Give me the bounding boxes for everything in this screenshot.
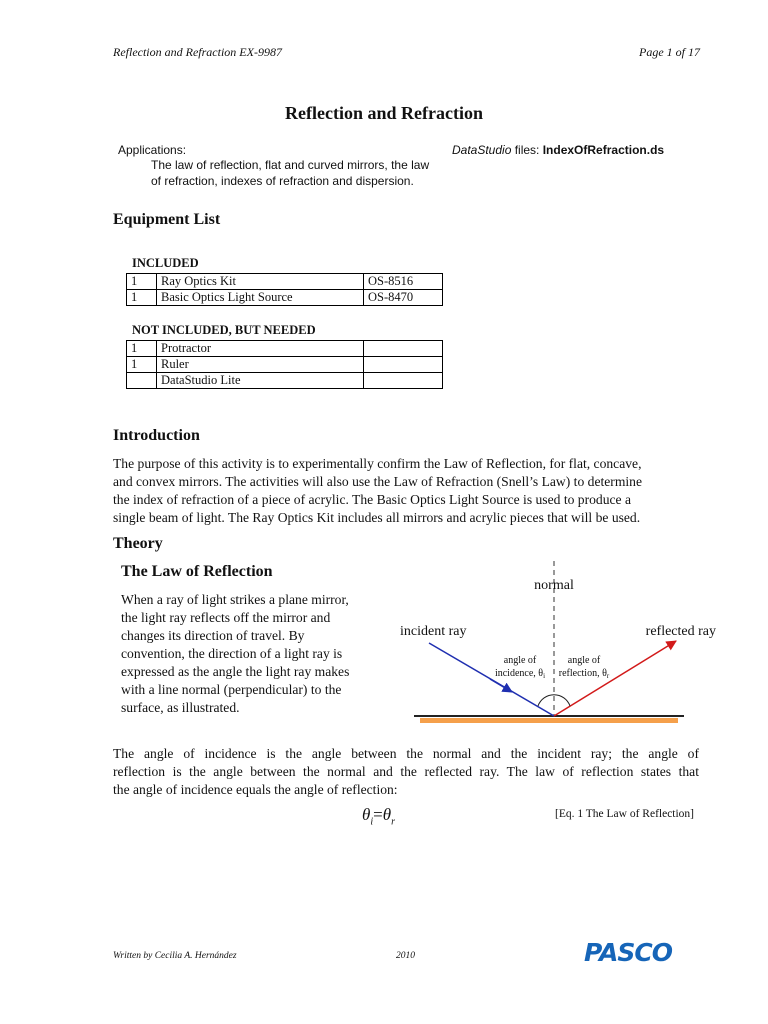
theory-heading: Theory <box>113 535 163 552</box>
law-line: the angle of incidence equals the angle of reflection: <box>113 782 398 797</box>
angle-incidence-label-line1: angle of <box>503 655 537 666</box>
document-title: Reflection and Refraction <box>285 103 483 123</box>
table-cell-qty <box>127 373 157 389</box>
equation-subscript-i: i <box>370 816 374 828</box>
theory-line: surface, as illustrated. <box>121 700 240 715</box>
table-cell-part: OS-8470 <box>364 290 443 306</box>
introduction-line: and convex mirrors. The activities will also use the Law of Refraction (Snell’s Law) to determine <box>113 474 642 489</box>
table-cell-item: Protractor <box>157 341 364 357</box>
introduction-text <box>113 455 713 527</box>
incident-ray-arrow <box>490 679 512 692</box>
table-cell-part <box>364 341 443 357</box>
theory-line: the light ray reflects off the mirror and <box>121 610 331 625</box>
table-row <box>127 290 443 306</box>
equation-subscript-r: r <box>391 816 395 828</box>
table-cell-part <box>364 357 443 373</box>
footer-author: Written by Cecilia A. Hernández <box>113 951 237 961</box>
equation-reflection <box>362 805 395 827</box>
table-row <box>127 341 443 357</box>
introduction-line: The purpose of this activity is to experimentally confirm the Law of Reflection, for flat, concave, <box>113 456 642 471</box>
included-table <box>126 273 443 306</box>
table-cell-part: OS-8516 <box>364 274 443 290</box>
table-cell-qty: 1 <box>127 290 157 306</box>
reflected-ray-label: reflected ray <box>645 624 716 639</box>
theory-line: When a ray of light strikes a plane mirror, <box>121 592 349 607</box>
not-included-label: NOT INCLUDED, BUT NEEDED <box>132 323 316 337</box>
mirror-surface <box>420 718 678 723</box>
table-cell-qty: 1 <box>127 341 157 357</box>
datastudio-files <box>452 143 664 157</box>
table-row <box>127 373 443 389</box>
table-row <box>127 274 443 290</box>
equipment-heading: Equipment List <box>113 211 221 228</box>
angle-incidence-label-line2: incidence, $\theta_i$ <box>494 668 546 680</box>
introduction-heading: Introduction <box>113 427 200 444</box>
table-cell-item: Ruler <box>157 357 364 373</box>
theory-line: convention, the direction of a light ray is <box>121 646 343 661</box>
theory-text <box>121 591 391 717</box>
datastudio-file-name: IndexOfRefraction.ds <box>542 143 665 157</box>
law-line: reflection is the angle between the normal and the reflected ray. The law of reflection states that <box>113 764 699 779</box>
introduction-line: single beam of light. The Ray Optics Kit includes all mirrors and acrylic pieces that will be used. <box>113 510 641 525</box>
pasco-logo: PASCO <box>584 938 672 967</box>
introduction-line: the index of refraction of a piece of acrylic. The Basic Optics Light Source is used to produce a <box>113 492 632 507</box>
incident-ray-label: incident ray <box>400 624 467 639</box>
equation-theta: θ <box>362 805 371 824</box>
page-number: Page 1 of 17 <box>639 45 700 59</box>
running-header-title: Reflection and Refraction EX-9987 <box>113 45 282 59</box>
law-text <box>113 745 699 799</box>
equation-equals: = <box>373 805 383 824</box>
included-label: INCLUDED <box>132 256 199 270</box>
angle-reflection-label-line2: reflection, $\theta_r$ <box>558 668 610 680</box>
applications-text: The law of reflection, flat and curved mirrors, the law of refraction, indexes of refraction and dispersion. <box>151 158 430 188</box>
not-included-table <box>126 340 443 389</box>
theory-line: with a line normal (perpendicular) to the <box>121 682 342 697</box>
reflection-diagram <box>390 555 730 730</box>
table-cell-item: Basic Optics Light Source <box>157 290 364 306</box>
theory-line: expressed as the angle the light ray makes <box>121 664 350 679</box>
table-cell-item: Ray Optics Kit <box>157 274 364 290</box>
footer-year: 2010 <box>396 951 415 961</box>
table-row <box>127 357 443 373</box>
equation-label: [Eq. 1 The Law of Reflection] <box>555 808 695 820</box>
theory-line: changes its direction of travel. By <box>121 628 305 643</box>
datastudio-label: DataStudio <box>452 143 512 157</box>
datastudio-files-text: files: <box>511 143 543 157</box>
table-cell-qty: 1 <box>127 357 157 373</box>
equation-theta: θ <box>382 805 392 824</box>
law-of-reflection-heading: The Law of Reflection <box>121 563 273 580</box>
normal-label: normal <box>534 578 574 593</box>
table-cell-item: DataStudio Lite <box>157 373 364 389</box>
angle-reflection-label-line1: angle of <box>567 655 601 666</box>
table-cell-part <box>364 373 443 389</box>
law-line: The angle of incidence is the angle between the normal and the incident ray; the angle of <box>113 746 699 761</box>
applications-label: Applications: <box>118 143 187 157</box>
applications-block <box>118 143 438 189</box>
table-cell-qty: 1 <box>127 274 157 290</box>
